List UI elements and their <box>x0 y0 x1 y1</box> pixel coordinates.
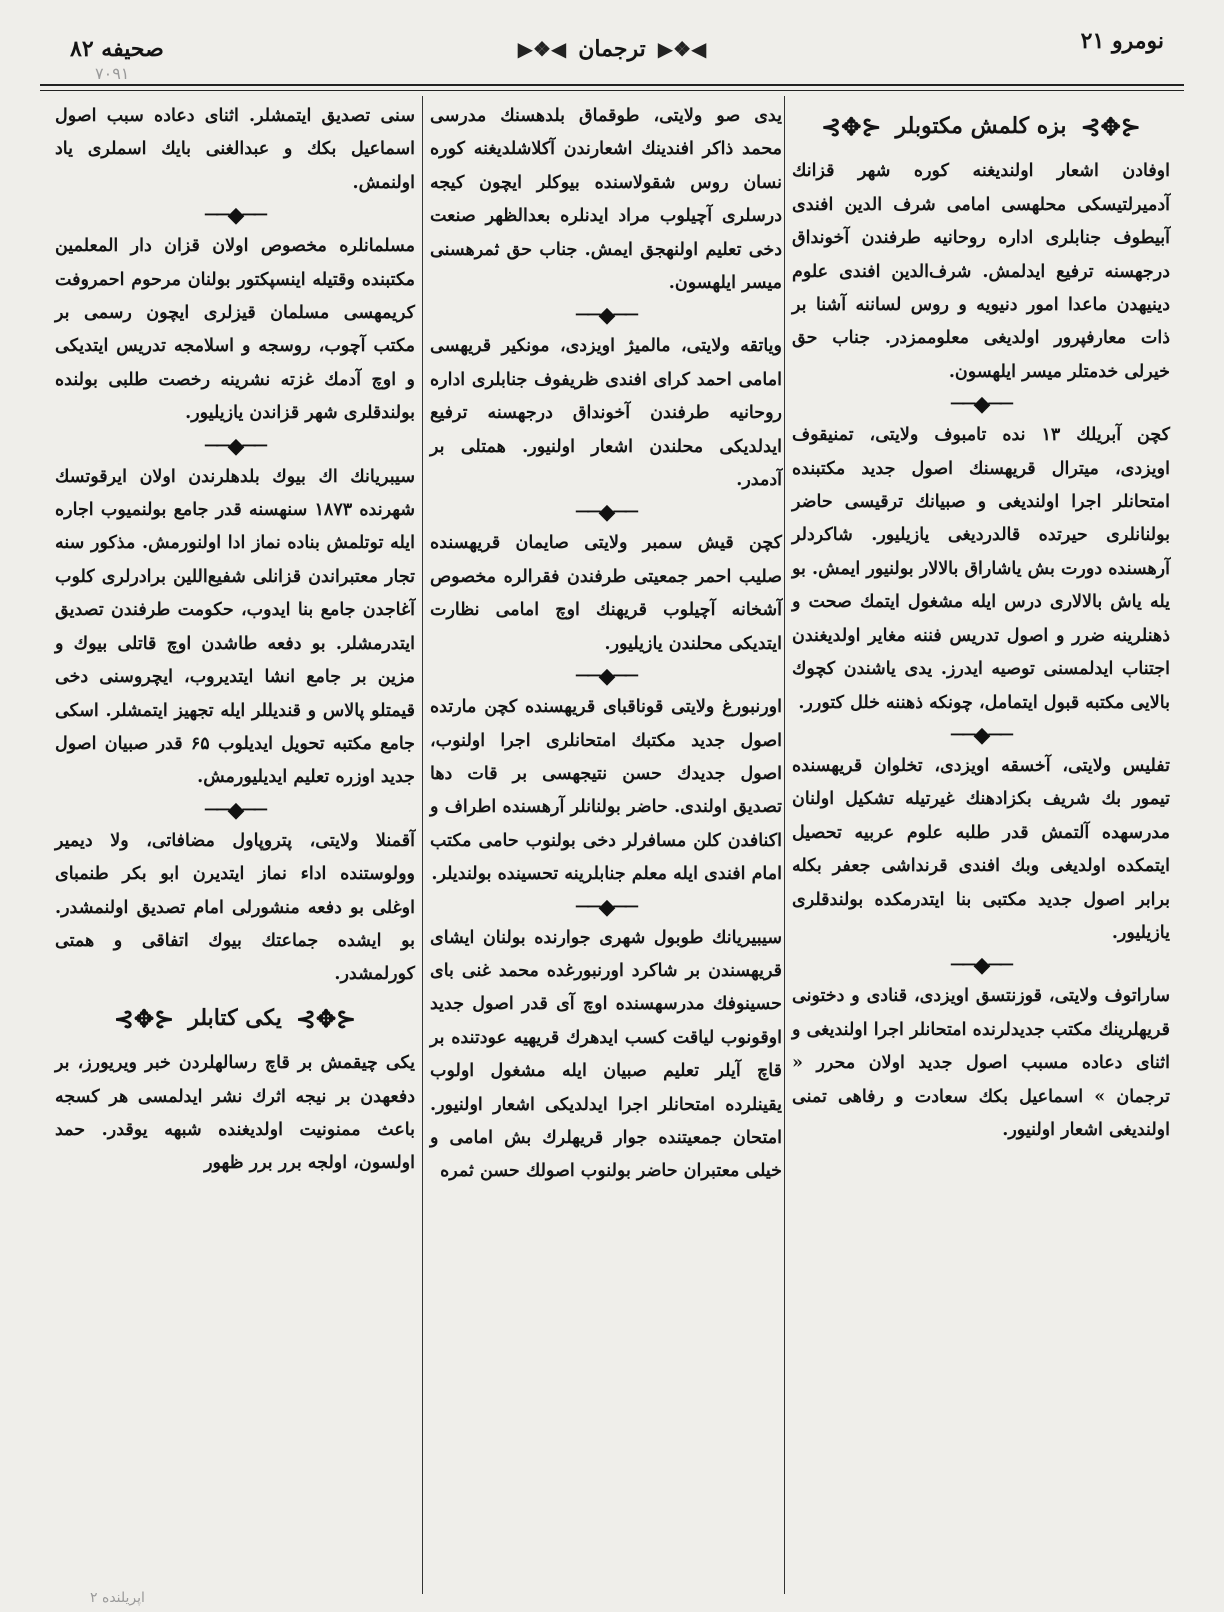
column-left <box>55 100 415 1582</box>
article <box>55 100 415 200</box>
article-text: کچن آبریلك ۱۳ نده تامبوف ولایتی، تمنیقوف اویزدی، میترال قریهسنك اصول جدید مکتبنده امتحانلر اجرا اولندیغی و صبیانك ترقیسی حاضر بولنانلری حیرتده قالدردیغی یازیلیور. شاکردلر آرهسنده دورت بش یاشاراق بالالار بولنیور ایمش. بو یله یاش بالالاری درس ایله مشغول ایتمك صحت و ذهنلرینه ضرر و اصول تدریس فننه مغایر اولدیغندن اجتناب ایدلمسنی توصیه ایدرز. یدی یاشندن کچوك بالایی مکتبه قبول ایتمامل، چونکه ذهننه خلل کتورر. <box>792 425 1170 713</box>
separator-diamond-icon: ──◆── <box>951 391 1011 418</box>
fleuron-icon: ⊰✥⊱ <box>295 1003 357 1033</box>
article <box>792 155 1170 389</box>
article <box>430 691 782 891</box>
article <box>55 461 415 795</box>
separator-diamond-icon: ──◆── <box>576 302 636 329</box>
article-text: اورنبورغ ولایتی قوناقبای قریهسنده کچن مارتده اصول جدید مکتبك امتحانلری اجرا اولنوب، اصول جدیدك حسن نتیجهسی بر قات دها تصدیق اولندی. حاضر بولنانلر آرهسنده اطراف و اکنافدن کلن مسافرلر دخی بولنوب حامی مکتب امام افندی ایله معلم جنابلرینه تحسینده بولندیلر. <box>430 697 782 885</box>
header-rule-top <box>40 84 1184 86</box>
article <box>430 100 782 300</box>
separator-diamond-icon: ──◆── <box>205 796 265 823</box>
article-text: سیبریانك اك بیوك بلدهلرندن اولان ایرقوتسك شهرنده ۱۸۷۳ سنهسنه قدر جامع بولنمیوب اجاره ایله توتلمش بناده نماز ادا اولنورمش. مذکور سنه تجار معتبراندن قزانلی شفیع‌اللین برادرلری کلوب آغاجدن جامع بنا ایدوب، حکومت طرفندن تصدیق ایتدرمشلر. بو دفعه طاشدن اوچ قاتلی بیوك و مزین بر جامع انشا ایتدیروب، ایچروسنی دخی قیمتلو پالاس و قندیللر ایله تجهیز ایتمشلر. اسکی جامع مکتبه تحویل ایدیلوب ۶۵ قدر صبیان اصول جدید اوزره تعلیم ایدیلیورمش. <box>55 466 415 788</box>
column-divider-left <box>422 96 423 1594</box>
masthead <box>518 36 707 62</box>
ornament-left-icon: ◀❖▶ <box>657 37 707 61</box>
section-title-letters-text: بزه کلمش مکتوبلر <box>895 113 1067 139</box>
masthead-title: ترجمان <box>578 36 646 62</box>
article-text: ساراتوف ولایتی، قوزنتسق اویزدی، قنادی و دختونی قریهلرینك مکتب جدیدلرنده امتحانلر اجرا اولندیغی و اثنای دعاده مسبب اصول جدید اولان محرر « ترجمان » اسماعیل بکك سعادت و رفاهی تمنی اولندیغی اشعار اولنیور. <box>792 986 1170 1140</box>
article <box>792 419 1170 720</box>
page-header <box>40 18 1184 88</box>
ornament-right-icon: ◀❖▶ <box>517 37 567 61</box>
article-text: یدی صو ولایتی، طوقماق بلدهسنك مدرسی محمد ذاکر افندینك اشعارندن آکلاشلدیغنه کوره نسان روس شقولاسنده بیوکلر ایچون کیجه درسلری آچیلوب مراد ایدنلره بعدالظهر صنعت دخی تعلیم اولنهجق ایمش. جناب حق ثمرهسنی میسر ایلهسون. <box>430 106 782 294</box>
separator-diamond-icon: ──◆── <box>576 499 636 526</box>
column-divider-right <box>784 96 785 1594</box>
article <box>792 750 1170 950</box>
article-text: یکی چیقمش بر قاچ رسالهلردن خبر ویریورز، بر دفعهدن بر نیجه اثرك نشر ایدلمسی هر کسجه باعث ممنونیت اولدیغنده شبهه یوقدر. حمد اولسون، اولجه برر برر ظهور <box>55 1053 415 1174</box>
column-right <box>792 100 1170 1582</box>
section-title-books <box>55 1002 415 1035</box>
article-text: کچن قیش سمبر ولایتی صایمان قریهسنده صلیب احمر جمعیتی طرفندن فقرالره مخصوص آشخانه آچیلوب قریهنك اوچ امامی نظارت ایتدیکی محلندن یازیلیور. <box>430 533 782 654</box>
article-text: سنی تصدیق ایتمشلر. اثنای دعاده سبب اصول اسماعیل بکك و عبدالغنی بایك اسملری یاد اولنمش. <box>55 106 415 193</box>
separator-diamond-icon: ──◆── <box>205 202 265 229</box>
article <box>792 980 1170 1147</box>
column-middle <box>430 100 782 1582</box>
article <box>55 825 415 992</box>
fleuron-icon: ⊰✥⊱ <box>113 1003 175 1033</box>
article-text: تفلیس ولایتی، آخسقه اویزدی، تخلوان قریهسنده تیمور بك شریف بکزادهنك غیرتیله تشکیل اولنان مدرسهده آلتمش قدر طلبه علوم عربیه تحصیل ایتمکده اولدیغی وبك افندی قرنداشی جعفر بکله برابر اصول جدید مکتبی بنا ایتدرمکده بولندقلری یازیلیور. <box>792 755 1170 943</box>
issue-number: نومرو ۲۱ <box>1080 28 1164 54</box>
article-text: اوفادن اشعار اولندیغنه کوره شهر قزانك آدمیرلتیسکی محلهسی امامی شرف الدین افندی آبیطوف جنابلری اداره روحانیه طرفندن آخونداق درجهسنه ترفیع ایدلمش. شرف‌الدین افندی علوم دینیهدن ماعدا امور دنیویه و روس لساننه آشنا بر ذات معارفپرور اولدیغی معلوممزدر. جناب حق خیرلی خدمتلر میسر ایلهسون. <box>792 161 1170 382</box>
article <box>55 1047 415 1181</box>
section-title-books-text: یکی کتابلر <box>188 1004 282 1031</box>
separator-diamond-icon: ──◆── <box>951 721 1011 748</box>
separator-diamond-icon: ──◆── <box>205 432 265 459</box>
article-text: آقمنلا ولایتی، پتروپاول مضافاتی، ولا دیمیر وولوستنده اداء نماز ایتدیرن ابو بکر طنمبای اوغلی بو دفعه منشورلی امام تصدیق اولنمشدر. بو ایشده جماعتك بیوك اتفاقی و همتی کورلمشدر. <box>55 830 415 985</box>
pencil-annotation: ۲ اپریلنده <box>90 1590 145 1606</box>
article <box>55 230 415 430</box>
article <box>430 527 782 661</box>
pencil-annotation: ۷۰۹۱ <box>95 64 130 83</box>
article-text: سیبیریانك طوبول شهری جوارنده بولنان ایشای قریهسندن بر شاکرد اورنبورغده محمد غنی بای حسینوفك مدرسهسنده اوچ آی قدر اصول جدید اوقونوب لیاقت کسب ایدهرك قریهیه عودتنده بر قاچ آیلر تعلیم صبیان ایله مشغول اولوب یقینلرده امتحانلر اجرا ایدلدیکی اشعار اولنیور. امتحان جمعیتنده جوار قریهلرك بش امامی و خیلی معتبران حاضر بولنوب اصولك حسن ثمره <box>430 927 782 1182</box>
separator-diamond-icon: ──◆── <box>576 663 636 690</box>
article-text: ویاتقه ولایتی، مالمیژ اویزدی، مونکیر قریهسی امامی احمد کرای افندی ظریفوف جنابلری اداره روحانیه طرفندن آخونداق درجهسنه ترفیع ایدلدیکی محلندن اشعار اولنیور. همتلی بر آدمدر. <box>430 336 782 491</box>
separator-diamond-icon: ──◆── <box>576 893 636 920</box>
fleuron-icon: ⊰✥⊱ <box>821 112 882 141</box>
article <box>430 922 782 1189</box>
page-number-label: صحیفه ۸۲ <box>70 36 164 62</box>
fleuron-icon: ⊰✥⊱ <box>1080 112 1141 141</box>
article-text: مسلمانلره مخصوص اولان قزان دار المعلمین مکتبنده وقتیله اینسپکتور بولنان مرحوم احمروفت کریمهسی مسلمان قیزلری ایچون رسمی بر مکتب آچوب، روسجه و اسلامجه تدریس ایتدیکی و اوچ آدمك غزته نشرینه رخصت طلبی بولنده بولندقلری شهر قزاندن یازیلیور. <box>55 236 415 424</box>
section-title-letters <box>792 110 1170 143</box>
article <box>430 330 782 497</box>
header-rule-bottom <box>40 90 1184 91</box>
separator-diamond-icon: ──◆── <box>951 952 1011 979</box>
